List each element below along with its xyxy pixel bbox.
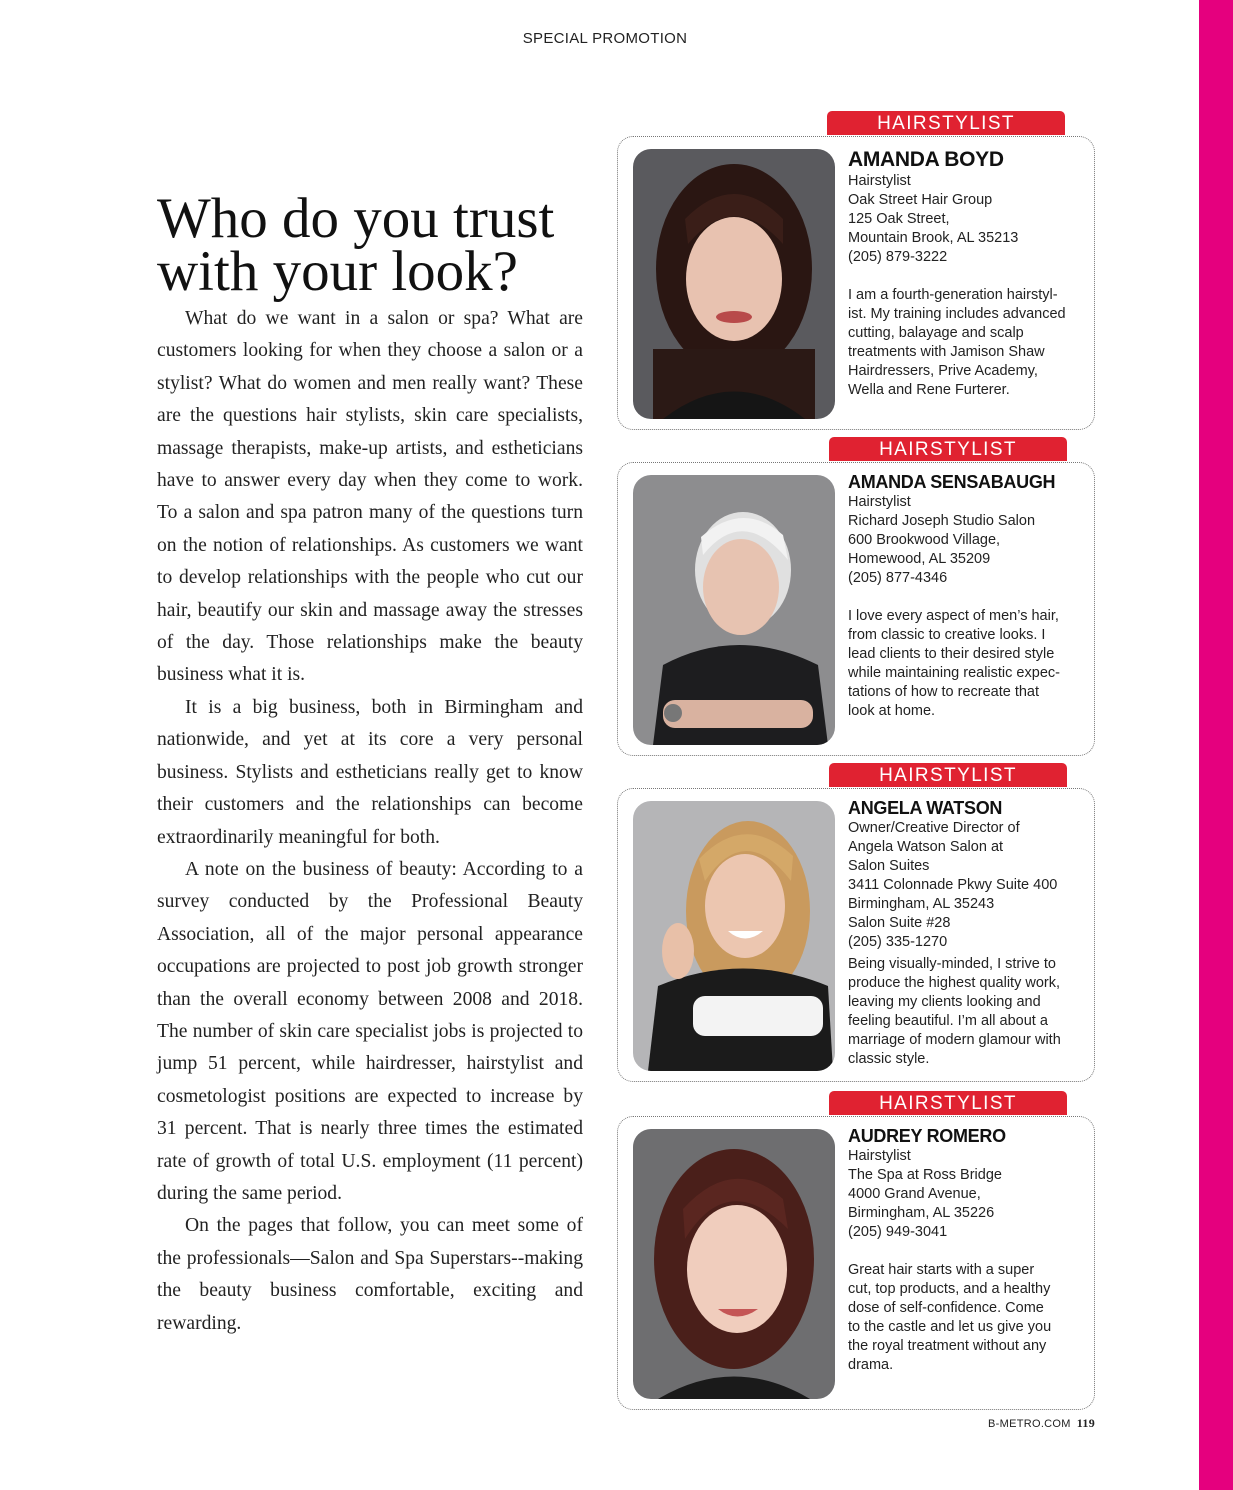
profile-detail-line: Oak Street Hair Group — [848, 192, 993, 208]
profile-detail-line: Angela Watson Salon at — [848, 839, 1004, 855]
bio-line: cutting, balayage and scalp — [848, 325, 1024, 341]
headline-line-1: Who do you trust — [157, 187, 555, 250]
page-number: 119 — [1076, 1416, 1095, 1430]
article-paragraph: What do we want in a salon or spa? What are customers looking for when they choose a salon or a stylist? What do women and men really want? These are the questions hair stylists, skin care specialists, massage therapists, make-up artists, and estheticians have to answer every day when they come to work. To a salon and spa patron many of the questions turn on the notion of relationships. As customers we want to develop relationships with the people who cut our hair, beautify our skin and massage away the stresses of the day. Those relationships make the beauty business what it is. — [157, 308, 583, 686]
bio-line: treatments with Jamison Shaw — [848, 344, 1045, 360]
profile-info — [848, 471, 1088, 721]
bio-line: drama. — [848, 1357, 894, 1373]
bio-line: while maintaining realistic expec- — [848, 665, 1060, 681]
profile-bio — [848, 286, 1088, 400]
bio-line: look at home. — [848, 703, 936, 719]
bio-line: Being visually-minded, I strive to — [848, 956, 1056, 972]
article-paragraph: On the pages that follow, you can meet some of the professionals—Salon and Spa Superstars--making the beauty business comfortable, exciting and rewarding. — [157, 1215, 583, 1334]
bio-line: marriage of modern glamour with — [848, 1032, 1061, 1048]
profile-category-tag: HAIRSTYLIST — [827, 111, 1065, 135]
bio-line: feeling beautiful. I’m all about a — [848, 1013, 1048, 1029]
profile-bio — [848, 607, 1088, 721]
bio-line: to the castle and let us give you — [848, 1319, 1052, 1335]
portrait-photo — [633, 149, 835, 419]
profile-detail-line: The Spa at Ross Bridge — [848, 1167, 1002, 1183]
portrait-photo — [633, 475, 835, 745]
profile-detail-line: 3411 Colonnade Pkwy Suite 400 — [848, 877, 1058, 893]
profile-detail-line: Salon Suites — [848, 858, 930, 874]
profile-info — [848, 147, 1088, 400]
profile-category-tag: HAIRSTYLIST — [829, 763, 1067, 787]
section-header: SPECIAL PROMOTION — [522, 30, 688, 47]
bio-line: Great hair starts with a super — [848, 1262, 1035, 1278]
profile-detail-line: Birmingham, AL 35226 — [848, 1205, 995, 1221]
profile-detail-line: Birmingham, AL 35243 — [848, 896, 995, 912]
profile-name: AMANDA SENSABAUGH — [848, 472, 1056, 492]
profile-detail-line: 600 Brookwood Village, — [848, 532, 1001, 548]
bio-line: tations of how to recreate that — [848, 684, 1040, 700]
profile-card-amanda-boyd — [617, 136, 1095, 430]
profile-detail-line: 4000 Grand Avenue, — [848, 1186, 981, 1202]
portrait-photo — [633, 801, 835, 1071]
bio-line: produce the highest quality work, — [848, 975, 1060, 991]
profile-detail-line: Richard Joseph Studio Salon — [848, 513, 1036, 529]
profile-phone: (205) 879-3222 — [848, 249, 948, 265]
profile-name: AUDREY ROMERO — [848, 1126, 1006, 1146]
article-paragraph: It is a big business, both in Birmingham and nationwide, and yet at its core a very personal business. Stylists and estheticians really get to know their customers and the relationships can become extraordinarily meaningful for both. — [157, 696, 583, 848]
profile-category-tag: HAIRSTYLIST — [829, 1091, 1067, 1115]
profile-info — [848, 1125, 1088, 1375]
bio-line: dose of self-confidence. Come — [848, 1300, 1044, 1316]
headline-line-2: with your look? — [157, 240, 518, 303]
profile-bio — [848, 1261, 1088, 1375]
profile-card-amanda-sensabaugh — [617, 462, 1095, 756]
bio-line: lead clients to their desired style — [848, 646, 1055, 662]
bio-line: ist. My training includes advanced — [848, 306, 1066, 322]
bio-line: I am a fourth-generation hairstyl- — [848, 287, 1058, 303]
profile-name: ANGELA WATSON — [848, 798, 1003, 818]
profile-info — [848, 797, 1088, 1069]
article-paragraph: A note on the business of beauty: According to a survey conducted by the Professional Beauty Association, all of the major personal appearance occupations are projected to post job growth stronger than the overall economy between 2008 and 2018. The number of skin care specialist jobs is projected to jump 51 percent, while hairdresser, hairstylist and cosmetologist positions are expected to increase by 31 percent. That is nearly three times the estimated rate of growth of total U.S. employment (11 percent) during the same period. — [157, 858, 583, 1204]
profile-bio — [848, 955, 1088, 1069]
article-body — [157, 303, 583, 1340]
bio-line: the royal treatment without any — [848, 1338, 1047, 1354]
profile-detail-line: Homewood, AL 35209 — [848, 551, 991, 567]
profile-phone: (205) 949-3041 — [848, 1224, 948, 1240]
profile-phone: (205) 877-4346 — [848, 570, 948, 586]
profile-detail-line: Owner/Creative Director of — [848, 820, 1020, 836]
profile-detail-line: Salon Suite #28 — [848, 915, 951, 931]
profile-card-angela-watson — [617, 788, 1095, 1082]
profile-name: AMANDA BOYD — [848, 148, 1004, 171]
page-edge-accent-bar — [1199, 0, 1233, 1490]
bio-line: Hairdressers, Prive Academy, — [848, 363, 1038, 379]
bio-line: classic style. — [848, 1051, 930, 1067]
portrait-photo — [633, 1129, 835, 1399]
profile-card-audrey-romero — [617, 1116, 1095, 1410]
bio-line: I love every aspect of men’s hair, — [848, 608, 1059, 624]
profile-detail-line: Hairstylist — [848, 1148, 911, 1164]
profile-detail-line: Mountain Brook, AL 35213 — [848, 230, 1019, 246]
bio-line: leaving my clients looking and — [848, 994, 1041, 1010]
article-headline — [157, 187, 597, 303]
profile-phone: (205) 335-1270 — [848, 934, 948, 950]
profile-detail-line: Hairstylist — [848, 494, 911, 510]
bio-line: from classic to creative looks. I — [848, 627, 1046, 643]
bio-line: cut, top products, and a healthy — [848, 1281, 1051, 1297]
footer-site: B-METRO.COM — [988, 1418, 1071, 1430]
page-footer — [960, 1416, 1095, 1431]
profile-detail-line: Hairstylist — [848, 173, 911, 189]
profile-category-tag: HAIRSTYLIST — [829, 437, 1067, 461]
bio-line: Wella and Rene Furterer. — [848, 382, 1010, 398]
profile-detail-line: 125 Oak Street, — [848, 211, 950, 227]
